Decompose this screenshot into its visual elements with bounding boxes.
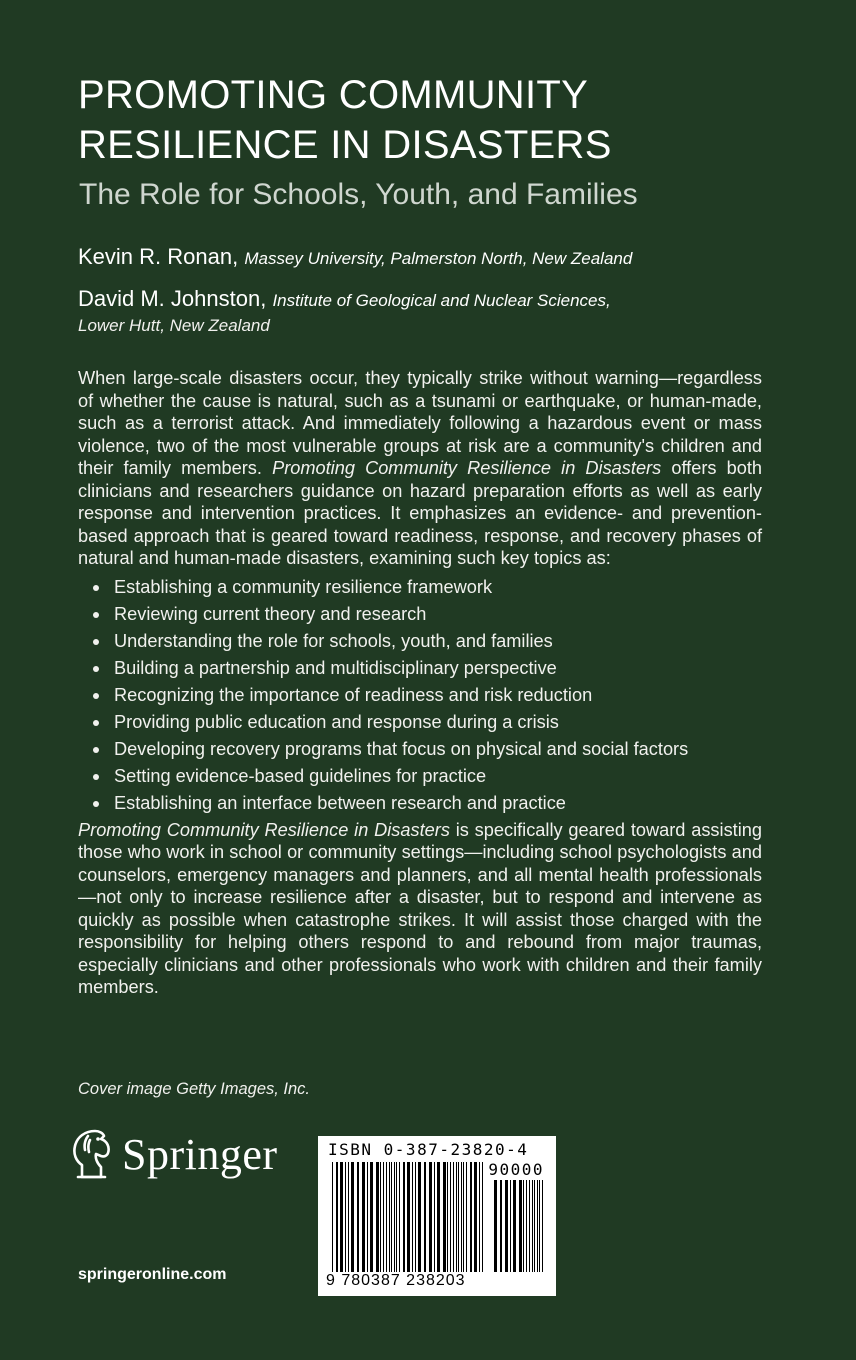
barcode-bar: [526, 1180, 527, 1272]
closing-text: is specifically geared toward assisting those who work in school or community settings—including school psychologists and counselors, emergency managers and planners, and all mental health professionals—not only to increase resilience after a disaster, but to respond and intervene as quickly as possible when catastrophe strikes. It will assist those charged with the responsibility for helping others respond to and rebound from major traumas, especially clinicians and other professionals who work with children and their family members.: [78, 819, 762, 997]
list-item: Setting evidence-based guidelines for practice: [78, 763, 762, 790]
barcode-bar: [376, 1162, 379, 1272]
isbn-barcode: [318, 1136, 556, 1296]
barcode-bar: [450, 1162, 451, 1272]
barcode-bar: [519, 1180, 522, 1272]
description-body: [78, 367, 762, 999]
barcode-bar: [437, 1162, 440, 1272]
barcode-bar: [461, 1162, 462, 1272]
barcode-bar: [458, 1162, 459, 1272]
book-subtitle: The Role for Schools, Youth, and Families: [79, 178, 638, 211]
list-item: Reviewing current theory and research: [78, 601, 762, 628]
barcode-bar: [396, 1162, 397, 1272]
barcode-bar: [383, 1162, 384, 1272]
list-item: Developing recovery programs that focus on physical and social factors: [78, 736, 762, 763]
barcode-bar: [532, 1180, 533, 1272]
author-affiliation: Institute of Geological and Nuclear Sciences,: [272, 291, 611, 310]
intro-text-2: offers both clinicians and researchers guidance on hazard preparation efforts as well as early response and intervention practices. It emphasizes an evidence- and prevention-based approach that is geared toward readiness, response, and recovery phases of natural and human-made disasters, examining such key topics as:: [78, 458, 762, 568]
barcode-bar: [479, 1162, 480, 1272]
author-johnston: [78, 286, 611, 312]
barcode-bar: [505, 1180, 508, 1272]
barcode-bar: [362, 1162, 365, 1272]
closing-book-title: Promoting Community Resilience in Disasters: [78, 819, 450, 840]
book-title: [78, 70, 818, 170]
list-item: Building a partnership and multidisciplinary perspective: [78, 655, 762, 682]
barcode-bar: [447, 1162, 448, 1272]
list-item: Understanding the role for schools, youth, and families: [78, 628, 762, 655]
barcode-bar: [391, 1162, 392, 1272]
barcode-bar: [456, 1162, 457, 1272]
cover-credit: Cover image Getty Images, Inc.: [78, 1080, 311, 1098]
barcode-bar: [537, 1180, 538, 1272]
author-name: David M. Johnston,: [78, 286, 267, 311]
barcode-bar: [542, 1180, 543, 1272]
price-code: 90000: [488, 1160, 544, 1179]
list-item: Providing public education and response during a crisis: [78, 709, 762, 736]
barcode-bar: [453, 1162, 454, 1272]
website-url: springeronline.com: [78, 1266, 227, 1283]
barcode-bar: [345, 1162, 346, 1272]
barcode-bar: [340, 1162, 343, 1272]
title-line-2: RESILIENCE IN DISASTERS: [78, 123, 612, 167]
barcode-bar: [412, 1162, 413, 1272]
barcode-bar: [474, 1162, 477, 1272]
barcode-bar: [523, 1180, 524, 1272]
barcode-bar: [539, 1180, 540, 1272]
barcode-bar: [443, 1162, 446, 1272]
barcode-bar: [418, 1162, 421, 1272]
list-item: Establishing a community resilience framework: [78, 574, 762, 601]
title-line-1: PROMOTING COMMUNITY: [78, 73, 589, 117]
barcode-bar: [513, 1180, 516, 1272]
barcode-bar: [466, 1162, 467, 1272]
barcode-bar: [470, 1162, 472, 1272]
intro-text-1: When large-scale disasters occur, they typically strike without warning—regardless of whether the cause is natural, such as a tsunami or earthquake, or human-made, such as a terrorist attack. And immediately following a hazardous event or mass violence, two of the most vulnerable groups at risk are a community's children and their family members.: [78, 368, 762, 478]
publisher-logo: [68, 1127, 278, 1181]
author-name: Kevin R. Ronan,: [78, 244, 239, 269]
barcode-bar: [429, 1162, 432, 1272]
intro-paragraph: [78, 367, 762, 570]
ean-digits: 9 780387 238203: [326, 1272, 466, 1289]
barcode-bar: [500, 1180, 502, 1272]
barcode-bar: [348, 1162, 349, 1272]
barcode-bar: [534, 1180, 535, 1272]
intro-book-title: Promoting Community Resilience in Disasters: [272, 458, 662, 478]
barcode-bar: [463, 1162, 464, 1272]
topics-list: [78, 574, 762, 817]
knight-chess-piece-icon: [68, 1127, 114, 1181]
barcode-bar: [434, 1162, 435, 1272]
barcode-bar: [386, 1162, 387, 1272]
author-ronan: [78, 244, 632, 270]
barcode-bar: [336, 1162, 338, 1272]
barcode-bar: [357, 1162, 359, 1272]
isbn-number: ISBN 0-387-23820-4: [328, 1140, 529, 1159]
barcode-bar: [399, 1162, 400, 1272]
barcode-bar: [415, 1162, 416, 1272]
list-item: Recognizing the importance of readiness and risk reduction: [78, 682, 762, 709]
barcode-bar: [389, 1162, 390, 1272]
barcode-bar: [332, 1162, 333, 1272]
barcode-bar: [367, 1162, 368, 1272]
barcode-bar: [529, 1180, 530, 1272]
barcode-bar: [482, 1162, 483, 1272]
barcode-bar: [370, 1162, 373, 1272]
barcode-bar: [403, 1162, 405, 1272]
list-item: Establishing an interface between research and practice: [78, 790, 762, 817]
barcode-bar: [424, 1162, 426, 1272]
barcode-bar: [380, 1162, 381, 1272]
barcode-bar: [351, 1162, 354, 1272]
author-affiliation-continued: Lower Hutt, New Zealand: [78, 316, 270, 335]
closing-paragraph: [78, 819, 762, 999]
barcode-bar: [494, 1180, 497, 1272]
barcode-bar: [510, 1180, 511, 1272]
barcode-bar: [394, 1162, 395, 1272]
publisher-name: Springer: [122, 1129, 278, 1179]
barcode-bar: [407, 1162, 410, 1272]
author-affiliation: Massey University, Palmerston North, New Zealand: [244, 249, 633, 268]
